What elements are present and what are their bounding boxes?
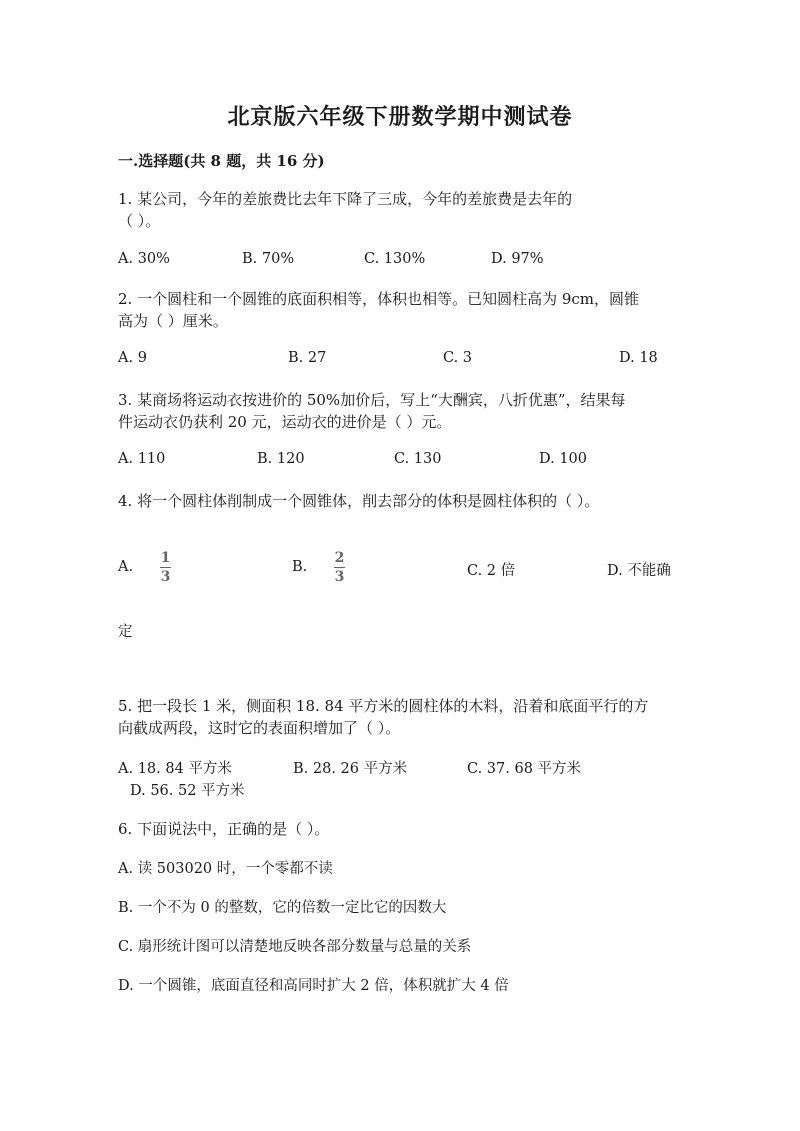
question-3-line-1: 3. 某商场将运动衣按进价的 50%加价后，写上“大酬宾，八折优惠”，结果每 bbox=[118, 391, 626, 409]
question-4-option-b: B. bbox=[292, 559, 308, 575]
question-2-line-1: 2. 一个圆柱和一个圆锥的底面积相等，体积也相等。已知圆柱高为 9cm，圆锥 bbox=[118, 290, 640, 308]
question-4-line-1: 4. 将一个圆柱体削制成一个圆锥体，削去部分的体积是圆柱体积的（ ）。 bbox=[118, 492, 600, 510]
question-4-option-a: A. bbox=[118, 559, 134, 575]
question-4-option-c: C. 2 倍 bbox=[467, 563, 516, 579]
question-6-option-d: D. 一个圆锥，底面直径和高同时扩大 2 倍，体积就扩大 4 倍 bbox=[118, 978, 509, 994]
fraction-b-denominator: 3 bbox=[334, 569, 345, 585]
question-5-option-b: B. 28. 26 平方米 bbox=[293, 761, 408, 777]
question-1-line-1: 1. 某公司，今年的差旅费比去年下降了三成，今年的差旅费是去年的 bbox=[118, 190, 573, 208]
question-2-line-2: 高为（ ）厘米。 bbox=[118, 312, 228, 330]
section-heading: 一.选择题(共 8 题，共 16 分) bbox=[118, 152, 325, 170]
question-1-line-2: （ ）。 bbox=[118, 212, 161, 230]
fraction-two-thirds bbox=[334, 551, 345, 584]
fraction-b-numerator: 2 bbox=[334, 550, 345, 566]
question-4-option-d: D. 不能确 bbox=[607, 563, 671, 579]
page-title: 北京版六年级下册数学期中测试卷 bbox=[227, 104, 573, 130]
fraction-one-third bbox=[160, 551, 171, 584]
question-1-option-a: A. 30% bbox=[118, 251, 170, 267]
question-5-line-1: 5. 把一段长 1 米，侧面积 18. 84 平方米的圆柱体的木料，沿着和底面平行的方 bbox=[118, 697, 649, 715]
question-5-line-2: 向截成两段，这时它的表面积增加了（ ）。 bbox=[118, 719, 401, 737]
question-2-option-d: D. 18 bbox=[619, 350, 658, 366]
question-2-option-c: C. 3 bbox=[443, 350, 473, 366]
question-5-option-a: A. 18. 84 平方米 bbox=[118, 761, 232, 777]
question-3-option-a: A. 110 bbox=[118, 451, 166, 467]
question-6-line-1: 6. 下面说法中，正确的是（ ）。 bbox=[118, 820, 330, 838]
question-3-line-2: 件运动衣仍获利 20 元，运动衣的进价是（ ）元。 bbox=[118, 413, 452, 431]
question-5-option-d: D. 56. 52 平方米 bbox=[130, 783, 245, 799]
question-6-option-b: B. 一个不为 0 的整数，它的倍数一定比它的因数大 bbox=[118, 900, 447, 916]
question-3-option-d: D. 100 bbox=[539, 451, 588, 467]
question-6-option-a: A. 读 503020 时，一个零都不读 bbox=[118, 861, 333, 877]
question-6-option-c: C. 扇形统计图可以清楚地反映各部分数量与总量的关系 bbox=[118, 939, 472, 955]
fraction-b-bar bbox=[334, 567, 345, 568]
question-2-option-a: A. 9 bbox=[118, 350, 147, 366]
question-2-option-b: B. 27 bbox=[288, 350, 327, 366]
question-4-option-d-continued: 定 bbox=[118, 624, 133, 640]
fraction-a-denominator: 3 bbox=[160, 569, 171, 585]
question-3-option-c: C. 130 bbox=[394, 451, 442, 467]
question-1-option-c: C. 130% bbox=[364, 251, 426, 267]
fraction-a-numerator: 1 bbox=[160, 550, 171, 566]
question-1-option-d: D. 97% bbox=[491, 251, 544, 267]
fraction-a-bar bbox=[160, 567, 171, 568]
question-3-option-b: B. 120 bbox=[257, 451, 305, 467]
question-1-option-b: B. 70% bbox=[242, 251, 295, 267]
question-5-option-c: C. 37. 68 平方米 bbox=[467, 761, 582, 777]
